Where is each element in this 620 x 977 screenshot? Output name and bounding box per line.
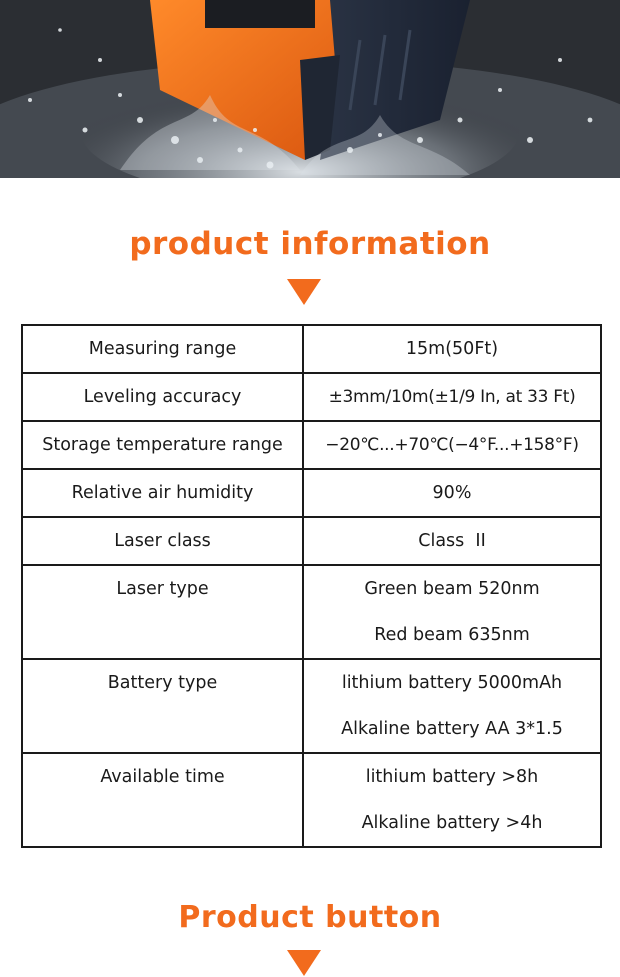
spec-value-text: ±3mm/10m(±1/9 In, at 33 Ft) — [328, 387, 576, 407]
spec-label-text: Battery type — [107, 673, 218, 693]
spec-label-text: Leveling accuracy — [83, 387, 242, 407]
table-row — [22, 753, 601, 847]
table-row — [22, 517, 601, 565]
spec-value-text: lithium battery >8h — [365, 767, 539, 787]
spec-value — [303, 421, 601, 469]
spec-label-text: Laser type — [116, 579, 209, 599]
spec-label-text: Available time — [100, 767, 225, 787]
hero-illustration — [0, 0, 620, 178]
spec-label — [22, 517, 303, 565]
spec-label — [22, 325, 303, 373]
spec-value-text: Green beam 520nm — [364, 579, 540, 599]
down-arrow-icon — [287, 950, 321, 976]
spec-value-text: Class II — [418, 531, 486, 551]
table-row — [22, 565, 601, 659]
spec-value-text: Alkaline battery >4h — [361, 813, 543, 833]
spec-label-text: Relative air humidity — [71, 483, 254, 503]
table-row — [22, 469, 601, 517]
spec-value — [303, 373, 601, 421]
spec-value-text: Red beam 635nm — [374, 625, 530, 645]
spec-label — [22, 753, 303, 847]
spec-value — [303, 517, 601, 565]
spec-label — [22, 659, 303, 753]
spec-value — [303, 659, 601, 753]
spec-value-text: 90% — [432, 483, 472, 503]
spec-value — [303, 325, 601, 373]
spec-label — [22, 373, 303, 421]
table-row — [22, 659, 601, 753]
hero-photo — [0, 0, 620, 178]
spec-value — [303, 469, 601, 517]
spec-label-text: Laser class — [114, 531, 211, 551]
down-arrow-icon — [287, 279, 321, 305]
product-button-heading: Product button — [178, 900, 442, 935]
spec-label-text: Storage temperature range — [42, 435, 283, 455]
spec-value-text: 15m(50Ft) — [405, 339, 499, 359]
spec-label — [22, 565, 303, 659]
table-row — [22, 325, 601, 373]
spec-value — [303, 565, 601, 659]
spec-value — [303, 753, 601, 847]
table-row — [22, 421, 601, 469]
spec-value-text: Alkaline battery AA 3*1.5 — [341, 719, 563, 739]
spec-value-text: lithium battery 5000mAh — [341, 673, 563, 693]
spec-label — [22, 421, 303, 469]
table-row — [22, 373, 601, 421]
spec-label-text: Measuring range — [88, 339, 237, 359]
spec-table — [21, 324, 602, 848]
spec-label — [22, 469, 303, 517]
spec-value-text: −20℃...+70℃(−4°F...+158°F) — [325, 435, 579, 455]
product-information-heading: product information — [129, 226, 491, 262]
